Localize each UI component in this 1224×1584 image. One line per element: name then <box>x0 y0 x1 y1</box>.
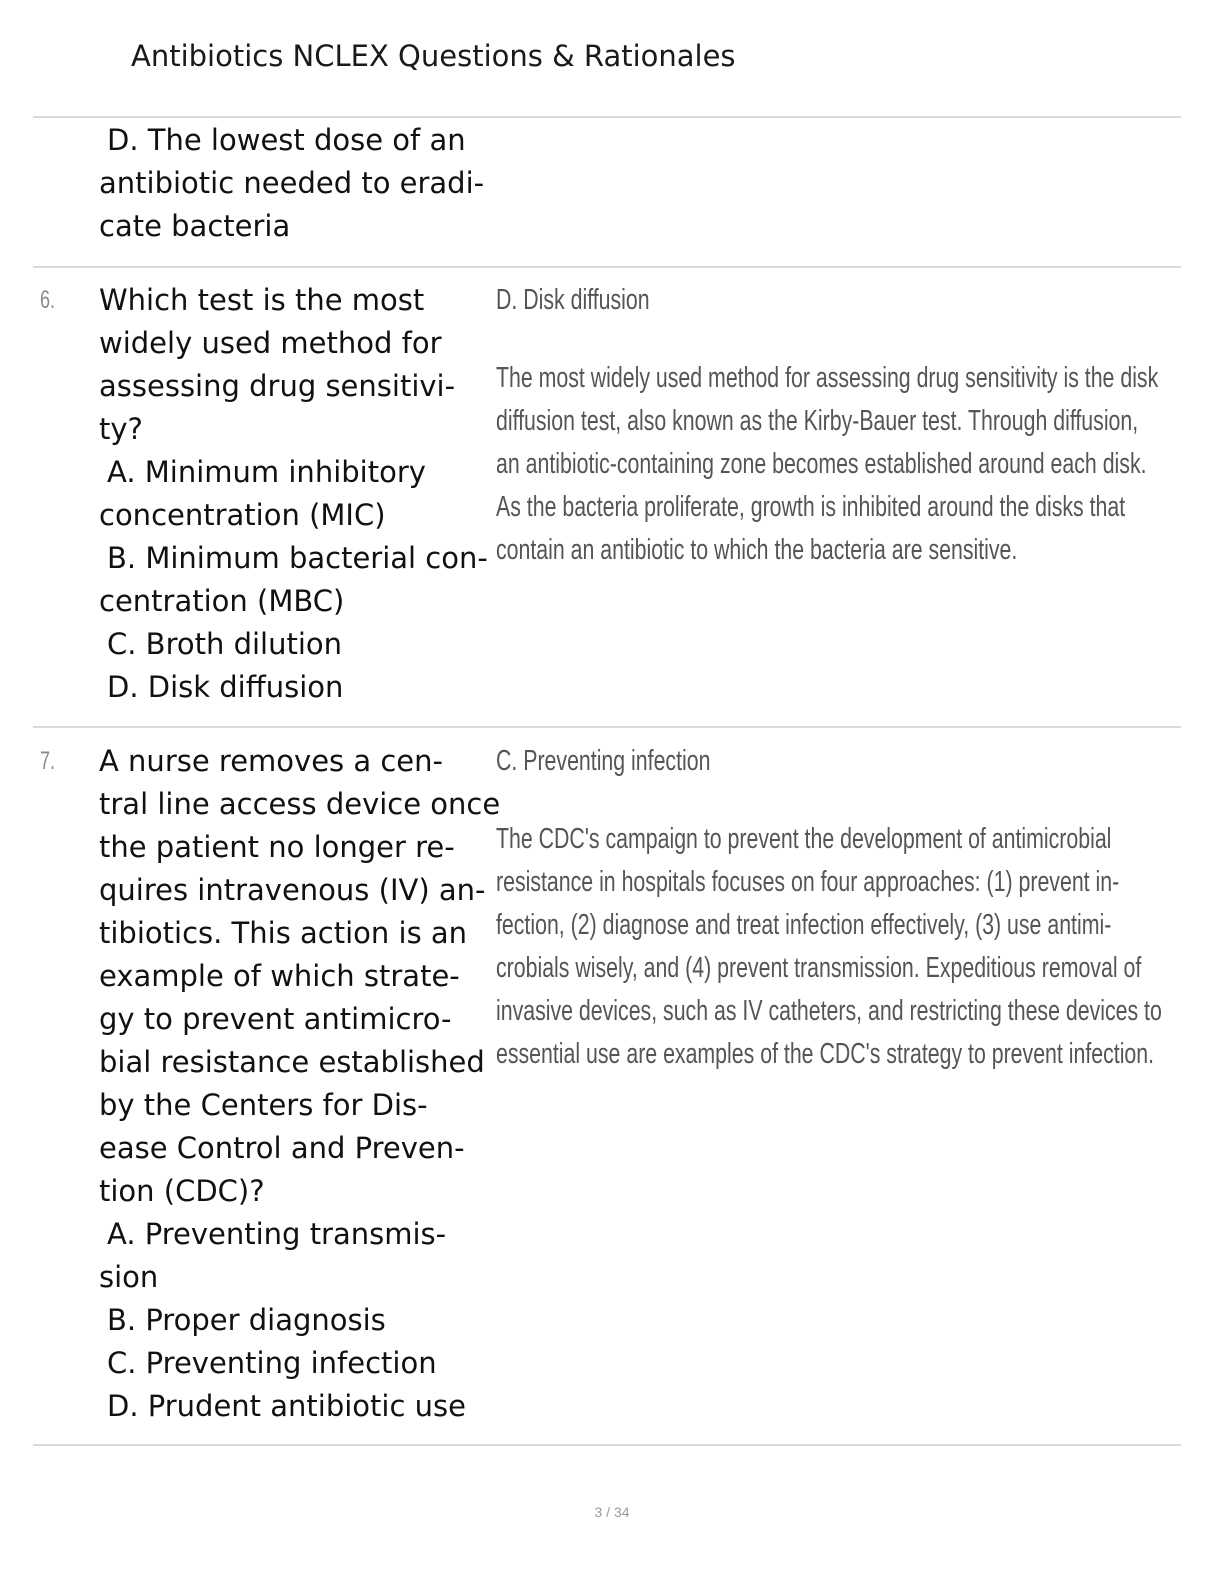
option-line: D. The lowest dose of an <box>107 123 466 157</box>
divider <box>33 1444 1181 1446</box>
question-7 <box>99 740 501 1428</box>
rationale-line: resistance in hospitals focuses on four approaches: (1) prevent in- <box>496 866 1120 898</box>
question-6 <box>99 279 491 709</box>
question-text-line: Which test is the most <box>99 283 425 317</box>
rationale-line: essential use are examples of the CDC's strategy to prevent infection. <box>496 1038 1155 1070</box>
option-line: D. Prudent antibiotic use <box>107 1389 466 1423</box>
question-text-line: ty? <box>99 412 143 446</box>
rationale-line: diffusion test, also known as the Kirby-Bauer test. Through diffusion, <box>496 405 1139 437</box>
rationale-line: an antibiotic-containing zone becomes established around each disk. <box>496 448 1147 480</box>
option-line: D. Disk diffusion <box>107 670 344 704</box>
rationale <box>496 818 1162 1076</box>
question-text-line: the patient no longer re- <box>99 830 455 864</box>
option-line: sion <box>99 1260 159 1294</box>
rationale-line: As the bacteria proliferate, growth is inhibited around the disks that <box>496 491 1126 523</box>
option-line: antibiotic needed to eradi- <box>99 166 485 200</box>
option-line: C. Preventing infection <box>107 1346 437 1380</box>
question-text-line: A nurse removes a cen- <box>99 744 443 778</box>
rationale-line: fection, (2) diagnose and treat infection effectively, (3) use antimi- <box>496 909 1112 941</box>
option-line: C. Broth dilution <box>107 627 343 661</box>
rationale-line: The CDC's campaign to prevent the development of antimicrobial <box>496 823 1112 855</box>
question-text-line: gy to prevent antimicro- <box>99 1002 452 1036</box>
answer: C. Preventing infection <box>496 745 711 777</box>
question-text-line: tion (CDC)? <box>99 1174 265 1208</box>
question-text-line: assessing drug sensitivi- <box>99 369 456 403</box>
divider <box>33 116 1181 118</box>
continued-option <box>99 119 491 248</box>
option-line: B. Proper diagnosis <box>107 1303 386 1337</box>
question-text-line: tibiotics. This action is an <box>99 916 468 950</box>
rationale-line: The most widely used method for assessing drug sensitivity is the disk <box>496 362 1159 394</box>
rationale-line: crobials wisely, and (4) prevent transmission. Expeditious removal of <box>496 952 1142 984</box>
question-text-line: example of which strate- <box>99 959 460 993</box>
page-title: Antibiotics NCLEX Questions & Rationales <box>131 39 736 73</box>
rationale-line: contain an antibiotic to which the bacteria are sensitive. <box>496 534 1018 566</box>
question-text-line: tral line access device once <box>99 787 501 821</box>
question-text-line: bial resistance established <box>99 1045 485 1079</box>
option-line: centration (MBC) <box>99 584 345 618</box>
option-line: concentration (MIC) <box>99 498 386 532</box>
question-text-line: by the Centers for Dis- <box>99 1088 428 1122</box>
question-text-line: quires intravenous (IV) an- <box>99 873 486 907</box>
divider <box>33 726 1181 728</box>
option-line: cate bacteria <box>99 209 291 243</box>
option-line: A. Minimum inhibitory <box>107 455 426 489</box>
option-line: B. Minimum bacterial con- <box>107 541 488 575</box>
rationale <box>496 357 1158 572</box>
option-line: A. Preventing transmis- <box>107 1217 447 1251</box>
rationale-line: invasive devices, such as IV catheters, and restricting these devices to <box>496 995 1162 1027</box>
divider <box>33 266 1181 268</box>
question-number: 7. <box>40 747 56 775</box>
answer: D. Disk diffusion <box>496 284 650 316</box>
question-text-line: widely used method for <box>99 326 442 360</box>
page-indicator: 3 / 34 <box>594 1504 630 1520</box>
question-number: 6. <box>40 286 56 314</box>
question-text-line: ease Control and Preven- <box>99 1131 465 1165</box>
